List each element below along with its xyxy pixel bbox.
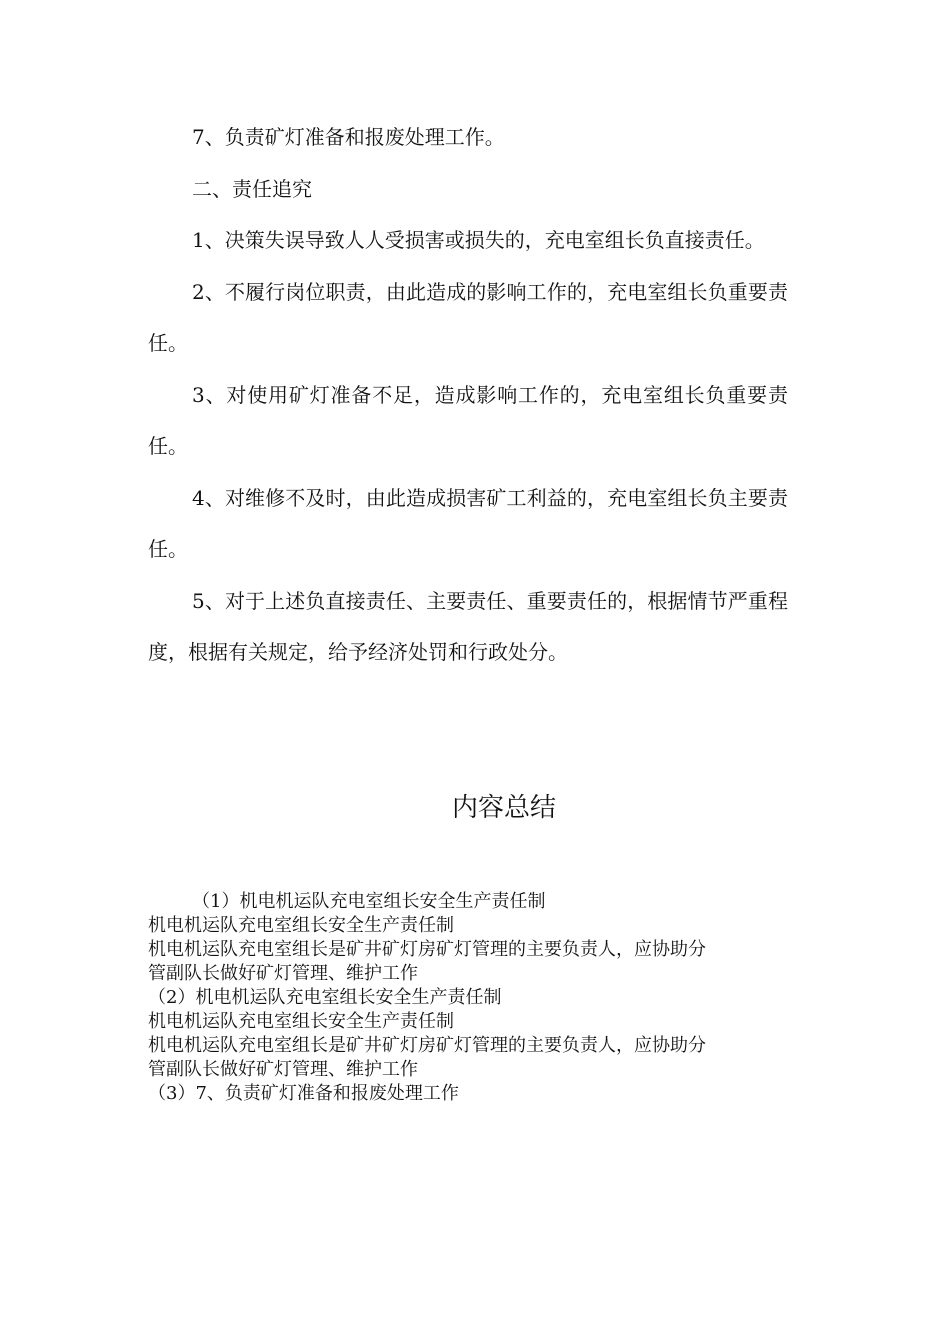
paragraph-3: 3、对使用矿灯准备不足，造成影响工作的，充电室组长负重要责任。 <box>148 382 788 458</box>
summary-line: 机电机运队充电室组长是矿井矿灯房矿灯管理的主要负责人，应协助分 <box>148 1035 706 1056</box>
summary-block <box>148 890 798 1106</box>
paragraph-2: 2、不履行岗位职责，由此造成的影响工作的，充电室组长负重要责任。 <box>148 279 788 355</box>
summary-line: 机电机运队充电室组长安全生产责任制 <box>148 915 454 936</box>
item-7-text: 7、负责矿灯准备和报废处理工作。 <box>192 125 505 149</box>
paragraph-4: 4、对维修不及时，由此造成损害矿工利益的，充电室组长负主要责任。 <box>148 485 788 561</box>
summary-line: 管副队长做好矿灯管理、维护工作 <box>148 1059 418 1080</box>
section-heading-accountability: 二、责任追究 <box>192 176 312 201</box>
summary-line: 机电机运队充电室组长安全生产责任制 <box>148 1011 454 1032</box>
summary-line: （1）机电机运队充电室组长安全生产责任制 <box>192 891 546 912</box>
summary-line: （3）7、负责矿灯准备和报废处理工作 <box>148 1083 459 1104</box>
paragraph-1: 1、决策失误导致人人受损害或损失的，充电室组长负直接责任。 <box>192 228 765 252</box>
paragraph-5: 5、对于上述负直接责任、主要责任、重要责任的，根据情节严重程度，根据有关规定，给予经济处罚和行政处分。 <box>148 588 788 664</box>
summary-line: （2）机电机运队充电室组长安全生产责任制 <box>148 987 502 1008</box>
summary-line: 管副队长做好矿灯管理、维护工作 <box>148 963 418 984</box>
document-body <box>148 112 788 679</box>
summary-title: 内容总结 <box>451 793 556 823</box>
summary-line: 机电机运队充电室组长是矿井矿灯房矿灯管理的主要负责人，应协助分 <box>148 939 706 960</box>
